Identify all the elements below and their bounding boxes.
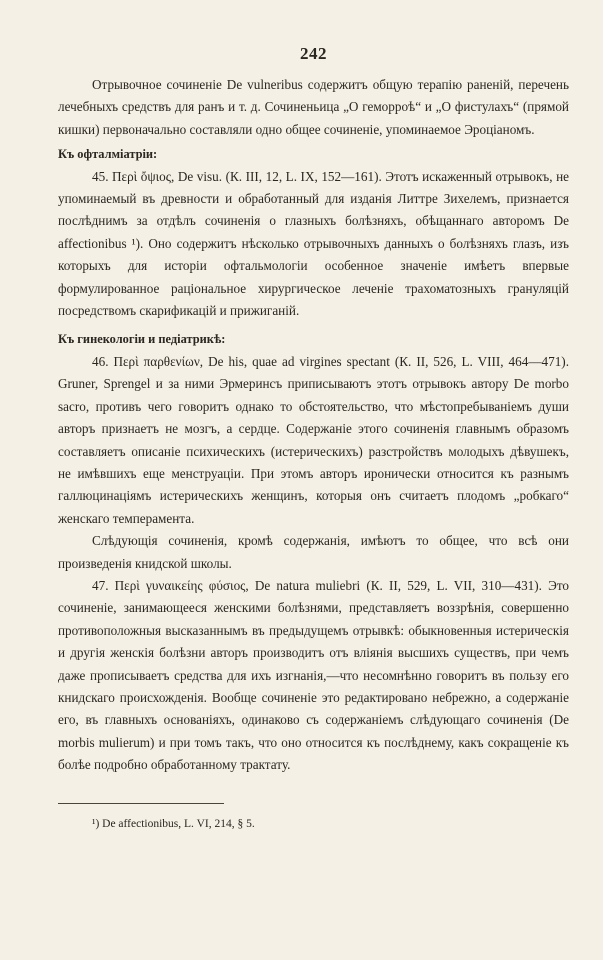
footnote: ¹) De affectionibus, L. VI, 214, § 5. — [92, 817, 255, 830]
paragraph-45-de-visu: 45. Περὶ ὄψιος, De visu. (К. III, 12, L. IX, 152—161). Этотъ искаженный отрывокъ, не упоминаемый въ древности и обработанный для изданія Литтре Зихелемъ, признается послѣднимъ за отдѣлъ сочиненія о глазныхъ болѣзняхъ, обѣщаннаго авторомъ De affectionibus ¹). Оно содержитъ нѣсколько отрывочныхъ данныхъ о болѣзняхъ глазъ, изъ которыхъ для исторіи офтальмологіи особенное значеніе имѣетъ впервые формулированное раціональное хирургическое леченіе трахоматозныхъ грануляцій посредствомъ скарификацій и прижиганій. — [58, 168, 569, 319]
body-text — [58, 74, 569, 777]
paragraph-46-virgines: 46. Περὶ παρθενίων, De his, quae ad virgines spectant (К. II, 526, L. VIII, 464—471). Gruner, Sprengel и за ними Эрмеринсъ приписываютъ этотъ отрывокъ автору De morbo sacro, противъ чего говоритъ однако то обстоятельство, что мѣстопребываніемъ души авторъ признаетъ не мозгъ, а сердце. Содержаніе этого сочиненія главнымъ образомъ составляетъ описаніе психическихъ (истерическихъ) разстройствъ молодыхъ дѣвушекъ, не имѣвшихъ еще менструаціи. При этомъ авторъ иронически относится къ разнымъ галлюцинаціямъ истерическихъ женщинъ, которыя онъ считаетъ плодомъ „робкаго“ женскаго темперамента. — [58, 353, 569, 526]
paragraph-47-natura-muliebri: 47. Περὶ γυναικείης φύσιος, De natura muliebri (К. II, 529, L. VII, 310—431). Это сочиненіе, занимающееся женскими болѣзнями, представляетъ воззрѣнія, совершенно противоположныя высказаннымъ въ предыдущемъ отрывкѣ: обыкновенныя истерическія и другія женскія болѣзни авторъ производитъ отъ вліянія высшихъ существъ, при чемъ даже прописываетъ средства для ихъ изгнанія,—что несомнѣнно говоритъ въ пользу его книдскаго происхожденія. Вообще сочиненіе это редактировано небрежно, а содержаніе его, въ главныхъ основаніяхъ, одинаково съ содержаніемъ слѣдующаго сочиненія (De morbis mulierum) и при томъ такъ, что оно относится къ послѣднему, какъ сокращеніе къ болѣе подробно обработанному трактату. — [58, 577, 569, 773]
section-heading-gynecology: Къ гинекологіи и педіатрикѣ: — [58, 332, 226, 347]
page-number: 242 — [300, 44, 327, 63]
footnote-divider — [58, 803, 224, 804]
section-heading-ophthalmiatry: Къ офталміатріи: — [58, 147, 158, 162]
paragraph-knidian-school: Слѣдующія сочиненія, кромѣ содержанія, имѣютъ то общее, что всѣ они произведенія книдской школы. — [58, 533, 569, 571]
paragraph-vulneribus: Отрывочное сочиненіе De vulneribus содержитъ общую терапію раненій, перечень лечебныхъ средствъ для ранъ и т. д. Сочиненьица „О геморроѣ“ и „О фистулахъ“ (прямой кишки) первоначально составляли одно общее сочиненіе, упоминаемое Эроціаномъ. — [58, 77, 569, 137]
